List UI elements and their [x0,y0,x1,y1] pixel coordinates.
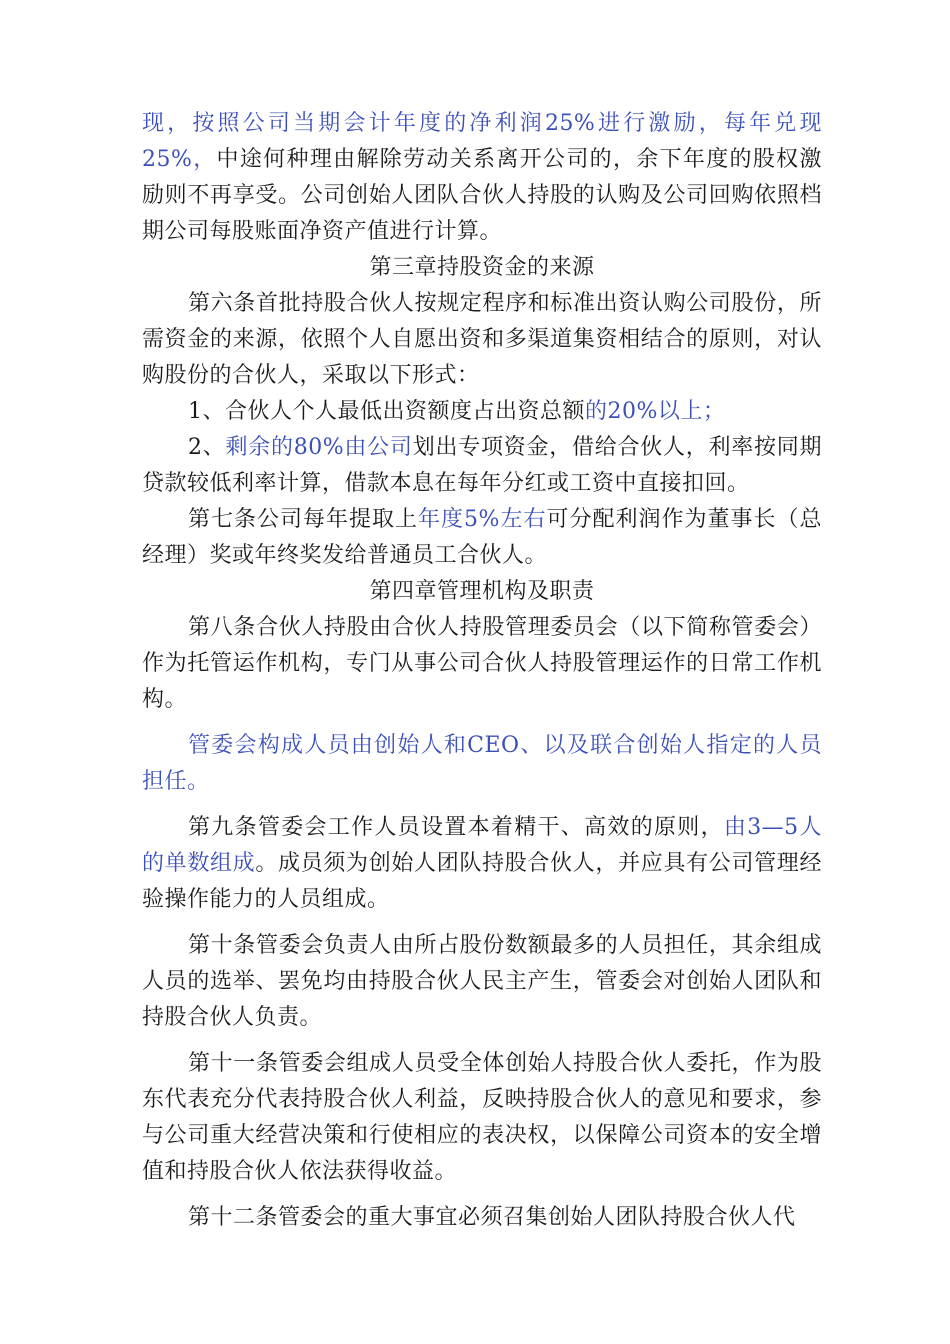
article-12 [142,1200,822,1236]
article-6 [142,286,822,394]
chapter-3-heading [142,250,822,286]
highlighted-text: 剩余的80%由公司 [225,435,413,460]
article-6-item-1 [142,394,822,430]
paragraph-incentive-continued [142,106,822,250]
article-7 [142,502,822,574]
body-text: 第八条合伙人持股由合伙人持股管理委员会（以下简称管委会）作为托管运作机构，专门从事公司合伙人持股管理运作的日常工作机构。 [142,615,822,712]
document-body [142,106,822,1236]
body-text: 2、 [188,435,226,460]
highlighted-text: 管委会构成人员由创始人和CEO、以及联合创始人指定的人员担任。 [142,733,822,794]
body-text: 第十条管委会负责人由所占股份数额最多的人员担任，其余组成人员的选举、罢免均由持股合伙人民主产生，管委会对创始人团队和持股合伙人负责。 [142,933,822,1030]
heading-text: 第三章持股资金的来源 [369,255,595,280]
article-8-committee-members [142,728,822,800]
article-6-item-2 [142,430,822,502]
body-text: 可分配利润作为董事长（总经理）奖或年终奖发给普通员工合伙人。 [142,507,822,568]
highlighted-text: 现，按照公司当期会计年度的净利润25%进行激励，每年兑现25%， [142,111,822,172]
body-text: 第七条公司每年提取上 [188,507,419,532]
body-text: 第九条管委会工作人员设置本着精干、高效的原则， [188,815,724,840]
highlighted-text: 由3—5人的单数组成 [142,815,822,876]
body-text: 第十一条管委会组成人员受全体创始人持股合伙人委托，作为股东代表充分代表持股合伙人利益，反映持股合伙人的意见和要求，参与公司重大经营决策和行使相应的表决权，以保障公司资本的安全增值和持股合伙人依法获得收益。 [142,1051,822,1184]
article-8 [142,610,822,718]
article-10 [142,928,822,1036]
article-9 [142,810,822,918]
highlighted-text: 年度5%左右 [418,507,547,532]
chapter-4-heading [142,574,822,610]
article-11 [142,1046,822,1190]
highlighted-text: 的20%以上； [585,399,726,424]
body-text: 1、合伙人个人最低出资额度占出资总额 [188,399,585,424]
body-text: 。成员须为创始人团队持股合伙人，并应具有公司管理经验操作能力的人员组成。 [142,851,822,912]
body-text: 划出专项资金，借给合伙人，利率按同期贷款较低利率计算，借款本息在每年分红或工资中直接扣回。 [142,435,822,496]
body-text: 第六条首批持股合伙人按规定程序和标准出资认购公司股份，所需资金的来源，依照个人自愿出资和多渠道集资相结合的原则，对认购股份的合伙人，采取以下形式： [142,291,822,388]
body-text: 第十二条管委会的重大事宜必须召集创始人团队持股合伙人代 [188,1205,796,1230]
body-text: 中途何种理由解除劳动关系离开公司的，余下年度的股权激励则不再享受。公司创始人团队合伙人持股的认购及公司回购依照档期公司每股账面净资产值进行计算。 [142,147,822,244]
heading-text: 第四章管理机构及职责 [369,579,595,604]
